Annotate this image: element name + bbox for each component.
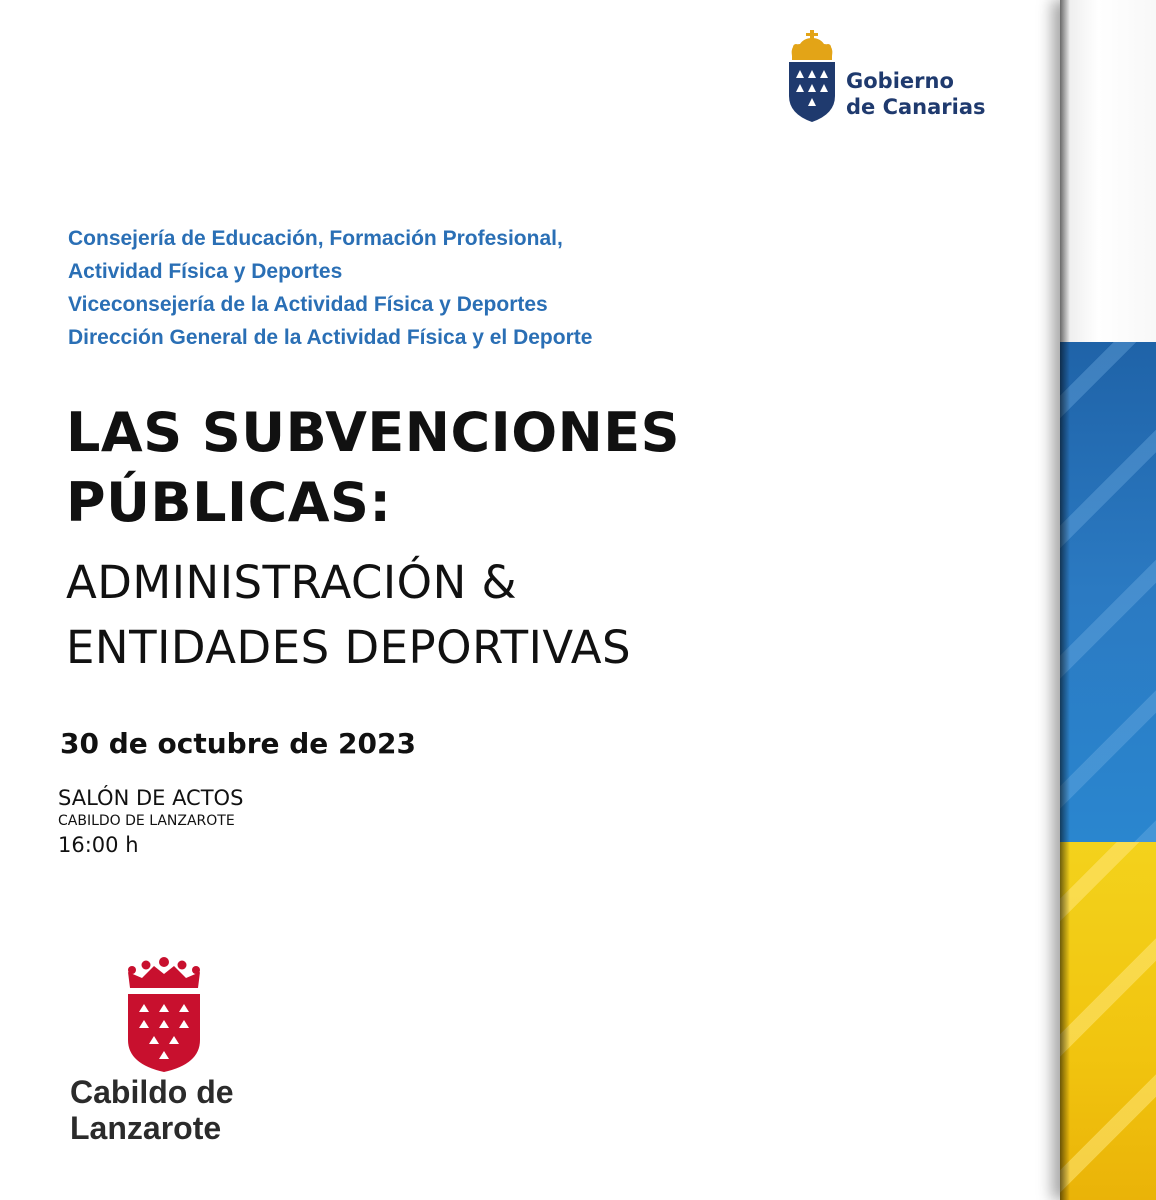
headline-line2: PÚBLICAS: <box>66 471 392 534</box>
headline-line4: ENTIDADES DEPORTIVAS <box>66 621 632 674</box>
side-decorative-panel <box>1060 0 1156 1200</box>
cabildo-de-lanzarote-logo <box>68 950 308 1160</box>
gobierno-logo-text <box>846 68 986 120</box>
event-time: 16:00 h <box>58 833 139 857</box>
cabildo-logo-line2: Lanzarote <box>70 1110 222 1146</box>
department-line: Consejería de Educación, Formación Profesional, <box>68 227 563 250</box>
gobierno-logo-line1: Gobierno <box>846 69 954 93</box>
headline-title <box>66 398 680 538</box>
canarias-coat-of-arms-icon <box>786 30 838 124</box>
gobierno-logo-line2: de Canarias <box>846 95 986 119</box>
side-panel-blue-band <box>1060 342 1156 842</box>
department-block <box>68 222 592 354</box>
side-panel-white-band <box>1060 0 1156 342</box>
event-date: 30 de octubre de 2023 <box>60 727 416 760</box>
event-venue: SALÓN DE ACTOS <box>58 786 244 810</box>
event-place: CABILDO DE LANZAROTE <box>58 813 235 829</box>
lanzarote-coat-of-arms-icon <box>124 956 204 1074</box>
headline-subtitle <box>66 550 631 680</box>
side-panel-yellow-band <box>1060 842 1156 1200</box>
headline-line1: LAS SUBVENCIONES <box>66 401 681 464</box>
gobierno-de-canarias-logo <box>786 30 996 130</box>
event-venue-block <box>58 784 243 860</box>
cabildo-logo-text <box>70 1074 234 1146</box>
headline-line3: ADMINISTRACIÓN & <box>66 556 518 609</box>
department-line: Viceconsejería de la Actividad Física y Deportes <box>68 293 548 316</box>
department-line: Dirección General de la Actividad Física y el Deporte <box>68 326 593 349</box>
side-panel-shadow <box>1060 0 1070 1200</box>
cabildo-logo-line1: Cabildo de <box>70 1074 234 1110</box>
department-line: Actividad Física y Deportes <box>68 260 343 283</box>
